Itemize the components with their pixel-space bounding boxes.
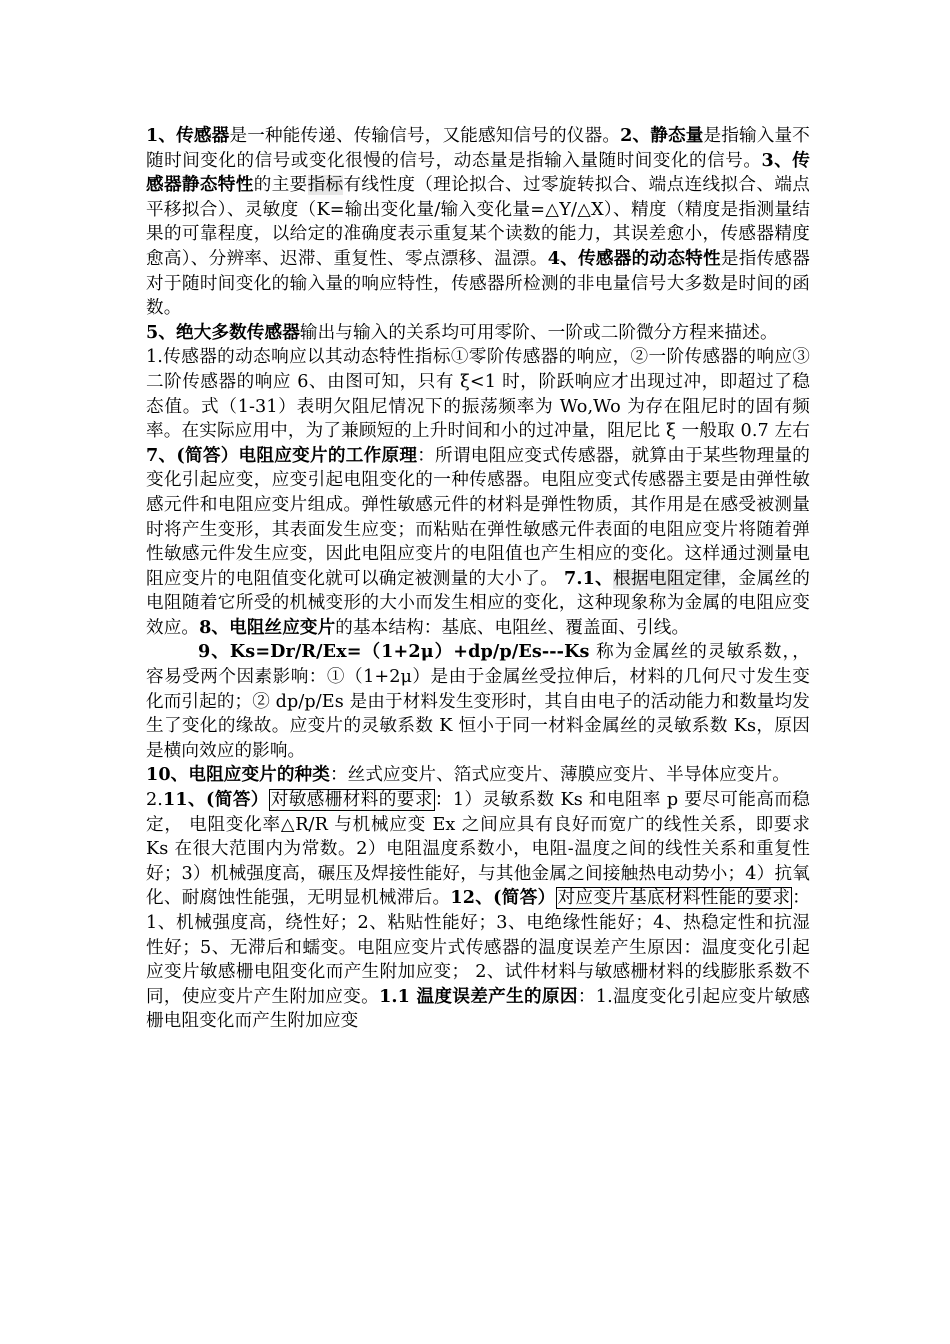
paragraph bbox=[146, 640, 810, 763]
paragraph bbox=[146, 124, 810, 321]
text-run: ：所谓电阻应变式传感器，就算由于某些物理量的变化引起应变，应变引起电阻变化的一种传感器。电阻应变式传感器主要是由弹性敏感元件和电阻应变片组成。弹性敏感元件的材料是弹性物质，其作用是在感受被测量时将产生变形，其表面发生应变；而粘贴在弹性敏感元件表面的电阻应变片将随着弹性敏感元件发生应变，因此电阻应变片的电阻值也产生相应的变化。这样通过测量电阻应变片的电阻值变化就可以确定被测量的大小了。 bbox=[146, 445, 810, 589]
bold-heading: 7、(简答）电阻应变片的工作原理 bbox=[146, 444, 418, 466]
bold-heading: 12、(简答） bbox=[450, 887, 556, 909]
text-run: 的基本结构：基底、电阻丝、覆盖面、引线。 bbox=[335, 617, 690, 638]
highlighted-text: 指标 bbox=[307, 175, 344, 196]
text-run: 是一种能传递、传输信号，又能感知信号的仪器。 bbox=[229, 126, 621, 146]
highlighted-text: 根据电阻定律 bbox=[613, 568, 721, 589]
text-run: 称为金属丝的灵敏系数，，容易受两个因素影响：①（1+2μ）是由于金属丝受拉伸后，材料的几何尺寸发生变化而引起的；② dp/p/Es 是由于材料发生变形时，其自由电子的活动能力和数量均发生了变化的缘故。应变片的灵敏系数 K 恒小于同一材料金属丝的灵敏系数 Ks，原因是横向效应的影响。 bbox=[146, 642, 811, 761]
text-run: 1.传感器的动态响应以其动态特性指标①零阶传感器的响应，②一阶传感器的响应③二阶传感器的响应 6、由图可知，只有 ξ<1 时，阶跃响应才出现过冲，即超过了稳态值。式（1-31）表明欠阻尼情况下的振荡频率为 Wo,Wo 为存在阻尼时的固有频率。在实际应用中，为了兼顾短的上升时间和小的过冲量，阻尼比 ξ 一般取 0.7 左右 bbox=[146, 347, 810, 442]
text-run: 2. bbox=[146, 790, 163, 811]
paragraph bbox=[146, 788, 810, 1034]
bold-heading: 9、Ks=Dr/R/Ex=（1+2μ）+dp/p/Es---Ks bbox=[198, 641, 590, 663]
paragraph bbox=[146, 763, 810, 788]
bold-heading: 1、传感器 bbox=[146, 125, 230, 146]
paragraph bbox=[146, 321, 810, 346]
bold-heading: 1.1 温度误差产生的原因 bbox=[379, 985, 578, 1007]
bold-heading: 2、静态量 bbox=[620, 125, 704, 146]
text-run: 的主要 bbox=[253, 175, 308, 196]
text-run: ，金属丝的电阻随着它所受的机械变形的大小而发生相应的变化，这种现象称为金属的电阻应变效应。 bbox=[146, 568, 810, 638]
document-page bbox=[146, 124, 810, 1034]
bold-heading: 7.1、 bbox=[564, 567, 614, 589]
bold-heading: 11、(简答） bbox=[163, 789, 269, 811]
bold-heading: 4、传感器的动态特性 bbox=[547, 247, 721, 269]
text-run: 是指传感器对于随时间变化的输入量的响应特性，传感器所检测的非电量信号大多数是时间的函数。 bbox=[146, 248, 810, 319]
bold-heading: 5、绝大多数传感器 bbox=[146, 321, 300, 343]
paragraph bbox=[146, 345, 810, 640]
text-run: ：1.温度变化引起应变片敏感栅电阻变化而产生附加应变 bbox=[146, 986, 810, 1032]
text-run: 有线性度（理论拟合、过零旋转拟合、端点连线拟合、端点平移拟合）、灵敏度（K=输出变化量/输入变化量=△Y/△X）、精度（精度是指测量结果的可靠程度，以给定的准确度表示重复某个读数的能力，其误差愈小，传感器精度愈高）、分辨率、迟滞、重复性、零点漂移、温漂。 bbox=[146, 175, 810, 269]
text-run: 是指输入量不随时间变化的信号或变化很慢的信号，动态量是指输入量随时间变化的信号。 bbox=[146, 126, 810, 171]
boxed-text: 对应变片基底材料性能的要求 bbox=[557, 888, 791, 909]
text-run: ：1、机械强度高，绕性好；2、粘贴性能好；3、电绝缘性能好；4、热稳定性和抗湿性好；5、无滞后和蠕变。电阻应变片式传感器的温度误差产生原因：温度变化引起应变片敏感栅电阻变化而产生附加应变； 2、试件材料与敏感栅材料的线膨胀系数不同，使应变片产生附加应变。 bbox=[146, 888, 810, 1007]
bold-heading: 10、电阻应变片的种类 bbox=[146, 764, 330, 786]
bold-heading: 8、电阻丝应变片 bbox=[199, 616, 336, 638]
text-run: ：丝式应变片、箔式应变片、薄膜应变片、半导体应变片。 bbox=[329, 765, 790, 786]
bold-heading: 3、传感器静态特性 bbox=[146, 149, 810, 196]
text-run: ：1）灵敏系数 Ks 和电阻率 p 要尽可能高而稳定， 电阻变化率△R/R 与机械应变 Ex 之间应具有良好而宽广的线性关系，即要求 Ks 在很大范围内为常数。2）电阻温度系数小，电阻-温度之间的线性关系和重复性好；3）机械强度高，碾压及焊接性能好，与其他金属之间接触热电动势小；4）抗氧化、耐腐蚀性能强，无明显机械滞后。 bbox=[146, 790, 810, 909]
boxed-text: 对敏感栅材料的要求 bbox=[270, 790, 433, 811]
text-run: 输出与输入的关系均可用零阶、一阶或二阶微分方程来描述。 bbox=[299, 322, 778, 343]
